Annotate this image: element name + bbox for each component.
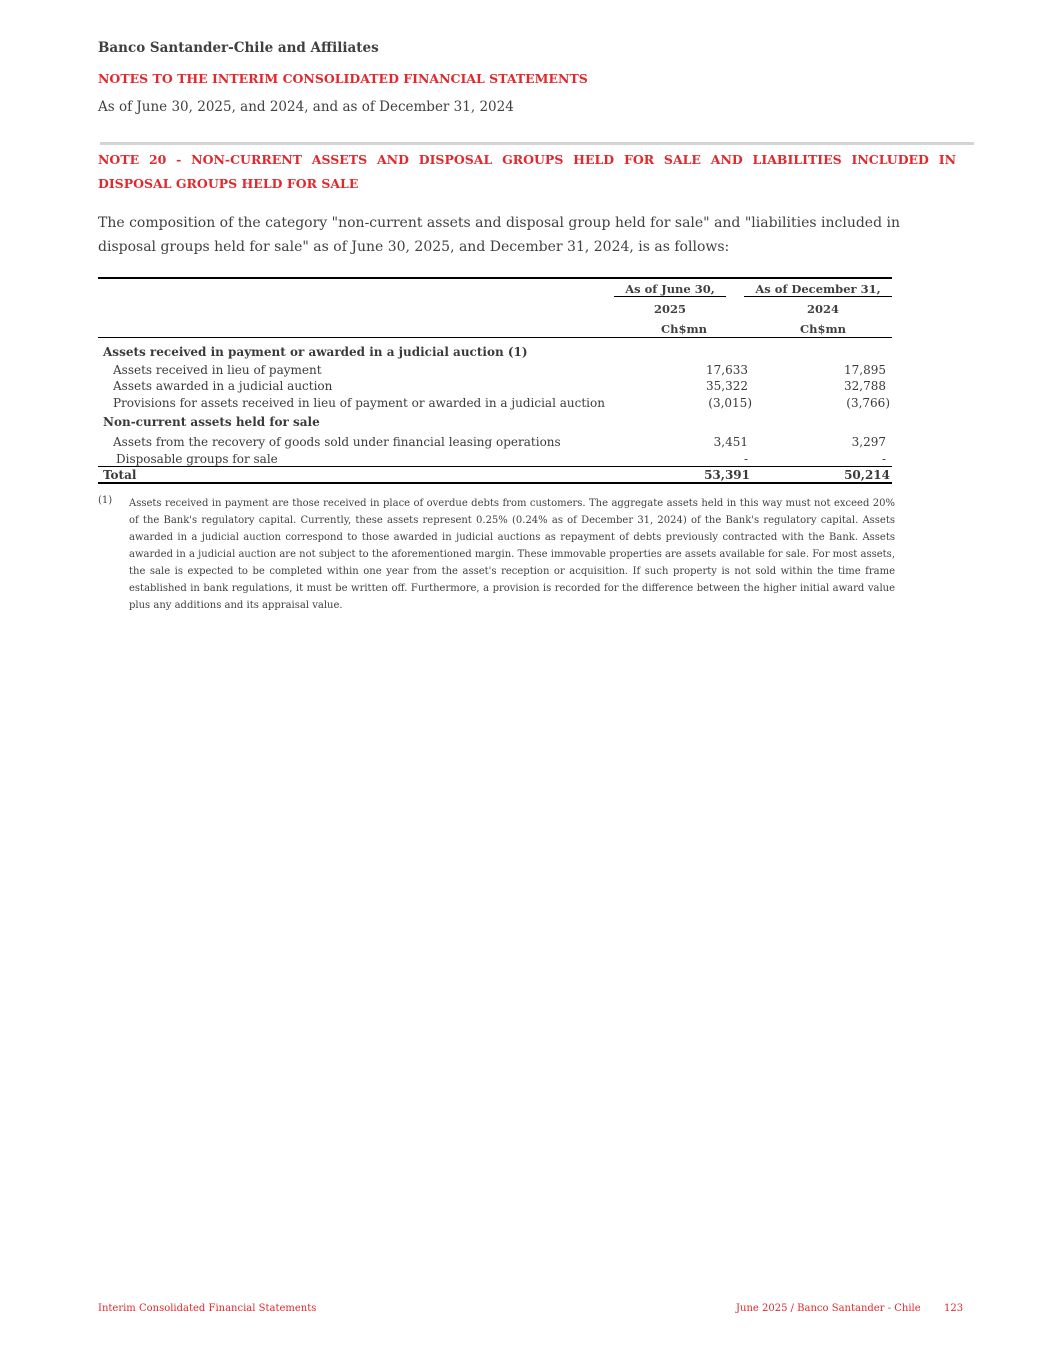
- header-divider: [100, 142, 974, 145]
- total-value-2024: 50,214: [844, 468, 890, 482]
- table-top-rule: [98, 277, 892, 279]
- notes-title: NOTES TO THE INTERIM CONSOLIDATED FINANCIAL STATEMENTS: [98, 71, 588, 86]
- col-2025-underline: [614, 296, 726, 297]
- total-top-rule: [98, 466, 892, 467]
- row-value-2024: 3,297: [851, 435, 886, 449]
- footnote-text: Assets received in payment are those received in place of overdue debts from customers. The aggregate assets held in this way must not exceed 20% of the Bank's regulatory capital. Currently, these assets represent 0.25% (0.24% as of December 31, 2024) of the Bank's regulatory capital. Assets awarded in a judicial auction correspond to those awarded in judicial auctions as repayment of debts previously contracted with the Bank. Assets awarded in a judicial auction are not subject to the aforementioned margin. These immovable properties are assets available for sale. For most assets, the sale is expected to be completed within one year from the asset's reception or acquisition. If such property is not sold within the time frame established in bank regulations, it must be written off. Furthermore, a provision is recorded for the difference between the higher initial award value plus any additions and its appraisal value.: [129, 498, 895, 611]
- row-value-2024: 32,788: [844, 379, 886, 393]
- col-2025-year: 2025: [653, 302, 686, 316]
- table-bottom-rule: [98, 482, 892, 484]
- col-2024-unit: Ch$mn: [799, 322, 847, 336]
- row-value-2024: 17,895: [844, 363, 886, 377]
- row-value-2025: 3,451: [713, 435, 748, 449]
- row-label: Disposable groups for sale: [116, 452, 278, 466]
- footer-report-date: June 2025 / Banco Santander - Chile: [736, 1303, 921, 1314]
- row-value-2025: 17,633: [706, 363, 748, 377]
- row-value-2024: (3,766): [846, 396, 890, 410]
- row-value-2025: -: [743, 452, 748, 466]
- note-intro: The composition of the category "non-current assets and disposal group held for sale" and "liabilities included in disposal groups held for sale" as of June 30, 2025, and December 31, 2024, is as follows:: [98, 215, 900, 255]
- note-heading: NOTE 20 - NON-CURRENT ASSETS AND DISPOSAL GROUPS HELD FOR SALE AND LIABILITIES INCLUDED IN DISPOSAL GROUPS HELD FOR SALE: [98, 152, 956, 191]
- section-label: Assets received in payment or awarded in a judicial auction (1): [103, 345, 528, 359]
- page-number: 123: [944, 1303, 964, 1314]
- header-bottom-rule: [98, 337, 892, 338]
- col-2025-period: As of June 30,: [625, 282, 715, 296]
- row-label: Assets from the recovery of goods sold under financial leasing operations: [113, 435, 561, 449]
- total-value-2025: 53,391: [704, 468, 750, 482]
- col-2025-unit: Ch$mn: [660, 322, 708, 336]
- row-value-2025: 35,322: [706, 379, 748, 393]
- company-name: Banco Santander-Chile and Affiliates: [98, 40, 379, 56]
- footnote-marker: (1): [98, 495, 113, 506]
- row-value-2024: -: [881, 452, 886, 466]
- row-label: Assets received in lieu of payment: [113, 363, 322, 377]
- section-label: Non-current assets held for sale: [103, 415, 320, 429]
- footer-document-title: Interim Consolidated Financial Statements: [98, 1303, 317, 1314]
- total-label: Total: [103, 468, 137, 482]
- col-2024-year: 2024: [806, 302, 839, 316]
- col-2024-underline: [744, 296, 892, 297]
- reporting-period: As of June 30, 2025, and 2024, and as of December 31, 2024: [98, 99, 514, 115]
- row-label: Provisions for assets received in lieu of payment or awarded in a judicial auction: [113, 396, 605, 410]
- row-value-2025: (3,015): [708, 396, 752, 410]
- row-label: Assets awarded in a judicial auction: [113, 379, 333, 393]
- col-2024-period: As of December 31,: [755, 282, 881, 296]
